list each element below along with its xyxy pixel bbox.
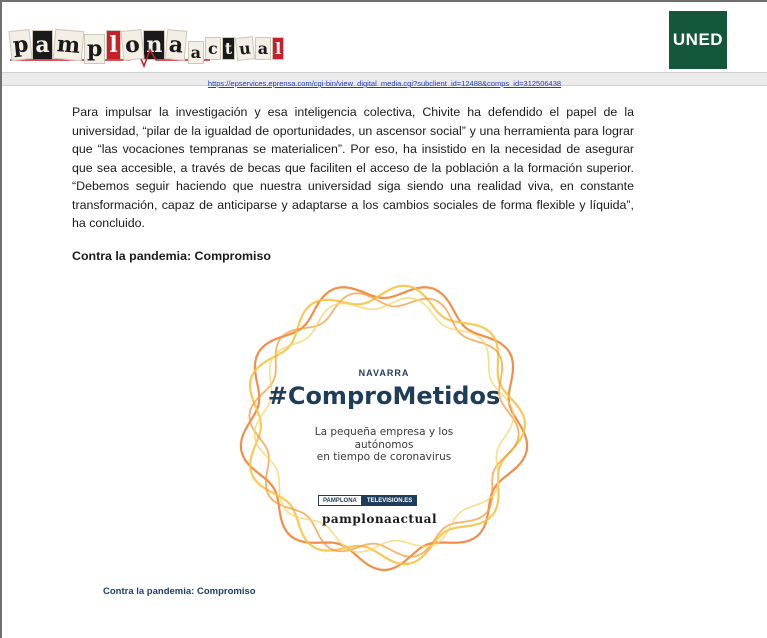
article-body: [72, 103, 634, 263]
section-heading: Contra la pandemia: Compromiso: [72, 248, 271, 263]
badge-subtitle: [294, 426, 474, 464]
article-paragraph: Para impulsar la investigación y esa inteligencia colectiva, Chivite ha defendido el papel de la universidad, “pilar de la igualdad de oportunidades, un ascensor social” y una herramienta para lograr que “las vocaciones tempranas se materialicen”. Por eso, ha insistido en la necesidad de asegurar que sea accesible, a través de becas que faciliten el acceso de la población a la formación superior. “Debemos seguir haciendo que nuestra universidad siga siendo una realidad viva, en constante transformación, capaz de anticiparse y adaptarse a los cambios sociales de forma flexible y líquida”, ha concluido.: [72, 105, 634, 230]
badge-kicker: NAVARRA: [358, 368, 410, 378]
badge-subtitle-line: La pequeña empresa y los: [314, 426, 454, 438]
uned-logo: UNED: [669, 11, 727, 69]
source-url-link[interactable]: https://epservices.eprensa.com/cgi-bin/view_digital_media.cgi?subclient_id=12488&comps_id=312506438: [207, 79, 562, 88]
frame-left-border: [0, 0, 2, 638]
badge-pamplona-actual-logo: pamplonaactual: [322, 512, 437, 526]
source-url-bar: [2, 72, 767, 86]
badge-subtitle-line: autónomos: [354, 438, 414, 451]
pamplona-television-logo: [318, 495, 417, 506]
image-caption: Contra la pandemia: Compromiso: [103, 586, 256, 597]
badge-hashtag: #ComproMetidos: [267, 382, 501, 410]
pamplona-actual-logo: p a m p l o n a a c t u a l: [10, 18, 285, 60]
badge-subtitle-line: en tiempo de coronavirus: [316, 451, 452, 463]
tv-logo-left: PAMPLONA: [318, 495, 362, 506]
tv-logo-right: TELEVISION.ES: [362, 495, 417, 506]
compromiso-badge-image: [234, 272, 534, 578]
